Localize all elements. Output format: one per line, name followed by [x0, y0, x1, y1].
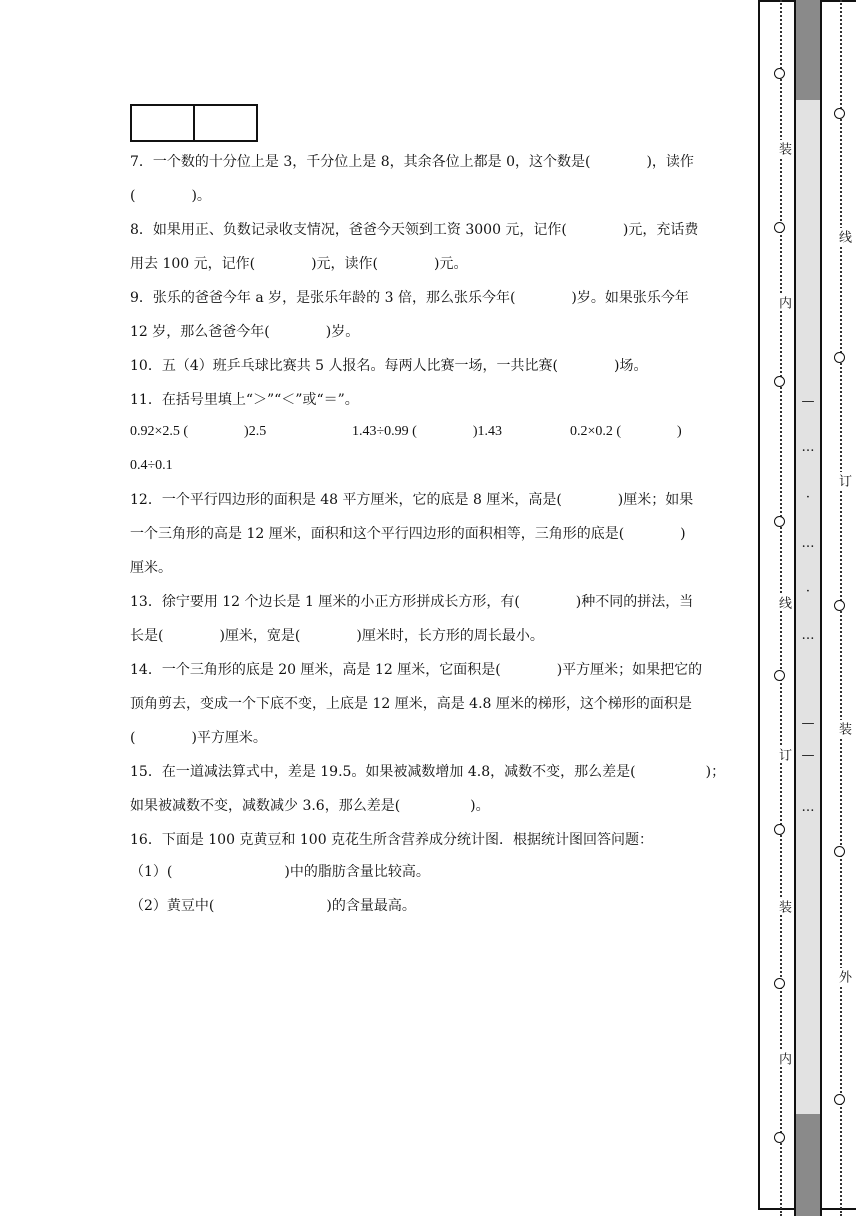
circle-icon	[774, 670, 785, 681]
compare-item-4: 0.4÷0.1	[130, 458, 173, 473]
circle-icon	[774, 68, 785, 79]
question-16-sub-1: （1）( )中的脂肪含量比较高。	[130, 864, 430, 880]
question-15-line-1: 15．在一道减法算式中，差是 19.5。如果被减数增加 4.8，减数不变，那么差是( )；	[130, 764, 726, 780]
question-13-line-1: 13．徐宁要用 12 个边长是 1 厘米的小正方形拼成长方形，有( )种不同的拼法，当	[130, 594, 694, 610]
binding-tick: —	[801, 748, 815, 763]
circle-icon	[774, 222, 785, 233]
circle-icon	[834, 600, 845, 611]
circle-icon	[834, 846, 845, 857]
question-11: 11．在括号里填上“＞”“＜”或“＝”。	[130, 392, 359, 408]
question-8-line-1: 8．如果用正、负数记录收支情况，爸爸今天领到工资 3000 元，记作( )元，充话费	[130, 222, 699, 238]
question-7-line-2: ( )。	[130, 188, 211, 204]
question-7-line-1: 7．一个数的十分位上是 3，千分位上是 8，其余各位上都是 0，这个数是( )，读作	[130, 154, 694, 170]
binding-label-inner: 装	[776, 142, 791, 155]
compare-item-3: 0.2×0.2 ( )	[570, 424, 682, 439]
binding-tick: —	[801, 394, 815, 409]
binding-label-outer: 装	[836, 722, 851, 735]
binding-tick: …	[801, 440, 815, 455]
binding-label-inner: 装	[776, 900, 791, 913]
circle-icon	[834, 1094, 845, 1105]
compare-item-1: 0.92×2.5 ( )2.5	[130, 424, 267, 439]
question-9-line-2: 12 岁，那么爸爸今年( )岁。	[130, 324, 360, 340]
question-15-line-2: 如果被减数不变，减数减少 3.6，那么差是( )。	[130, 798, 490, 814]
binding-tick: ·	[805, 490, 811, 505]
circle-icon	[834, 108, 845, 119]
binding-label-outer: 线	[836, 230, 851, 243]
circle-icon	[774, 376, 785, 387]
score-cell-value[interactable]	[193, 106, 256, 140]
question-10: 10．五（4）班乒乓球比赛共 5 人报名。每两人比赛一场，一共比赛( )场。	[130, 358, 648, 374]
binding-bar	[794, 0, 822, 1216]
binding-label-inner: 线	[776, 596, 791, 609]
question-11-items	[130, 418, 730, 446]
binding-tick: ·	[805, 584, 811, 599]
binding-bar-dark-top	[796, 0, 820, 100]
binding-margin	[758, 0, 860, 1216]
circle-icon	[774, 824, 785, 835]
question-13-line-2: 长是( )厘米，宽是( )厘米时，长方形的周长最小。	[130, 628, 544, 644]
question-14-line-1: 14．一个三角形的底是 20 厘米，高是 12 厘米，它面积是( )平方厘米；如果把它的	[130, 662, 703, 678]
score-box	[130, 104, 258, 142]
circle-icon	[774, 1132, 785, 1143]
compare-item-2: 1.43÷0.99 ( )1.43	[352, 424, 503, 439]
binding-label-inner: 内	[776, 1052, 791, 1065]
question-12-line-3: 厘米。	[130, 560, 172, 576]
binding-label-outer: 外	[836, 970, 851, 983]
question-14-line-3: ( )平方厘米。	[130, 730, 267, 746]
binding-tick: …	[801, 536, 815, 551]
circle-icon	[774, 516, 785, 527]
question-12-line-1: 12．一个平行四边形的面积是 48 平方厘米，它的底是 8 厘米，高是( )厘米；如果	[130, 492, 694, 508]
score-cell-label	[132, 106, 193, 140]
binding-bar-dark-bottom	[796, 1114, 820, 1216]
binding-label-inner: 内	[776, 296, 791, 309]
question-9-line-1: 9．张乐的爸爸今年 a 岁，是张乐年龄的 3 倍，那么张乐今年( )岁。如果张乐今年	[130, 290, 689, 306]
binding-tick: …	[801, 800, 815, 815]
question-14-line-2: 顶角剪去，变成一个下底不变，上底是 12 厘米，高是 4.8 厘米的梯形，这个梯形的面积是	[130, 696, 692, 712]
question-16-sub-2: （2）黄豆中( )的含量最高。	[130, 898, 416, 914]
circle-icon	[834, 352, 845, 363]
binding-tick: …	[801, 628, 815, 643]
binding-tick: —	[801, 716, 815, 731]
binding-label-inner: 订	[776, 748, 791, 761]
question-8-line-2: 用去 100 元，记作( )元，读作( )元。	[130, 256, 468, 272]
circle-icon	[774, 978, 785, 989]
binding-label-outer: 订	[836, 474, 851, 487]
question-16-line-1: 16．下面是 100 克黄豆和 100 克花生所含营养成分统计图．根据统计图回答问题：	[130, 832, 654, 848]
question-12-line-2: 一个三角形的高是 12 厘米，面积和这个平行四边形的面积相等，三角形的底是( )	[130, 526, 686, 542]
